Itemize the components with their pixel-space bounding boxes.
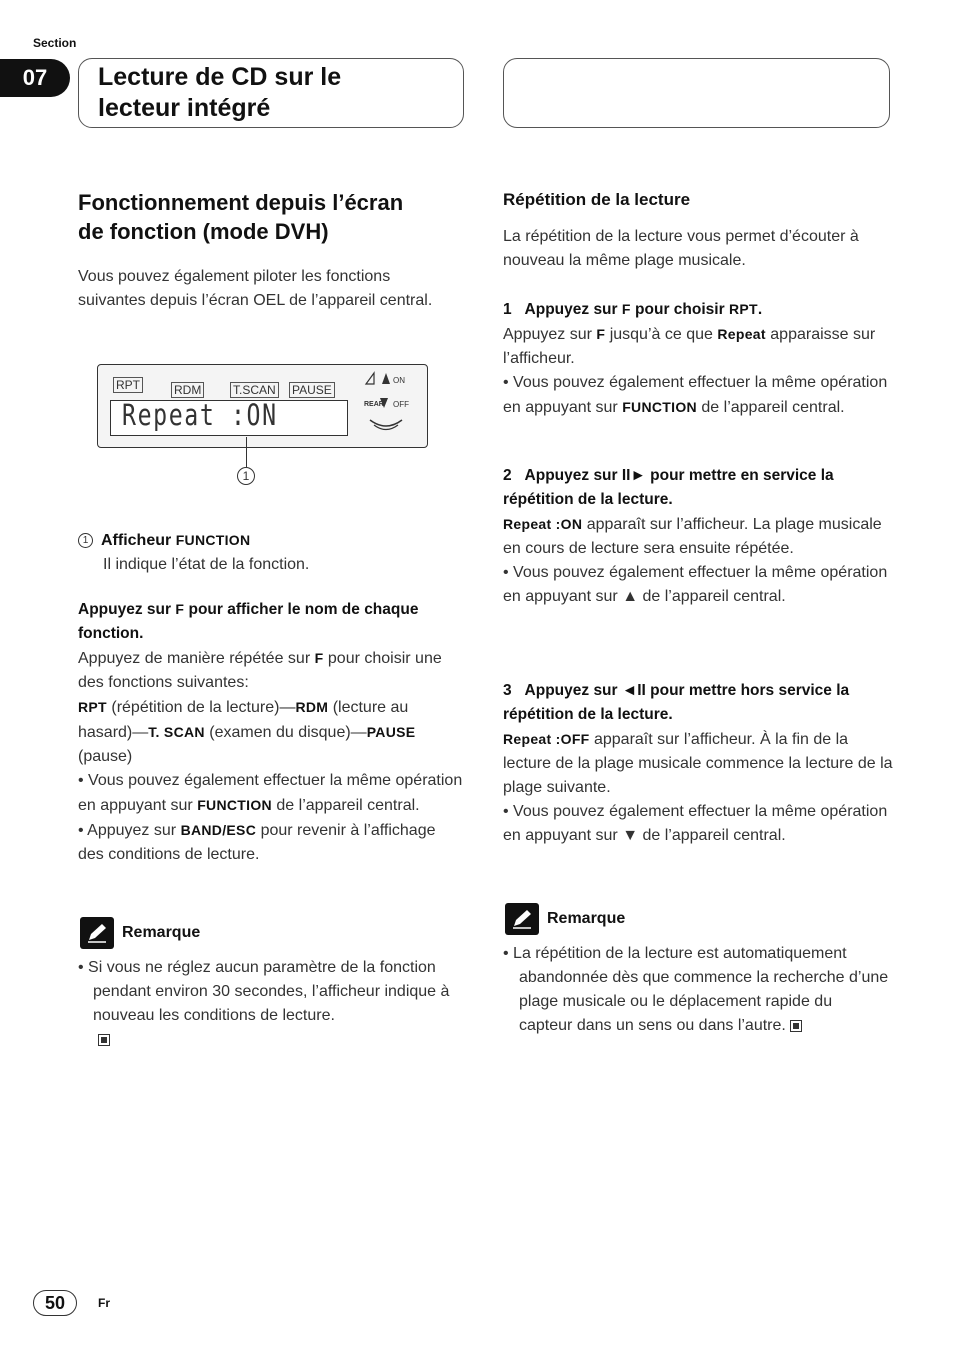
step-1-number: 1	[503, 301, 512, 318]
display-rear-label: REAR	[364, 401, 384, 408]
right-intro	[503, 225, 883, 273]
down-arrow-icon: ▼	[622, 827, 639, 844]
display-main-text: Repeat :ON	[122, 398, 278, 432]
end-mark-icon	[98, 1034, 110, 1046]
display-tag-rdm: RDM	[171, 381, 204, 399]
play-pause-icon: II►	[621, 467, 646, 484]
up-arrow-icon: ▲	[622, 588, 639, 605]
callout-desc: Il indique l’état de la fonction.	[103, 556, 310, 573]
display-on-label: ON	[393, 376, 405, 385]
right-heading	[503, 190, 893, 210]
right-heading-text: Répétition de la lecture	[503, 190, 691, 209]
right-intro-text: La répétition de la lecture vous permet d’écouter à nouveau la même plage musicale.	[503, 228, 859, 269]
left-bullet-1: • Vous pouvez également effectuer la même opération en appuyant sur FUNCTION de l’appareil central.	[78, 772, 463, 814]
left-heading-line1: Fonctionnement depuis l’écran	[78, 190, 404, 215]
page-title-line2: lecteur intégré	[98, 94, 271, 122]
step-2-number: 2	[503, 467, 512, 484]
title-box-empty	[503, 58, 890, 128]
right-note-header	[505, 903, 625, 935]
right-note-label: Remarque	[547, 910, 626, 927]
left-intro-text: Vous pouvez également piloter les fonctions suivantes depuis l’écran OEL de l’appareil central.	[78, 268, 433, 309]
step-1: 1 Appuyez sur F pour choisir RPT. Appuyez sur F jusqu’à ce que Repeat apparaisse sur l’afficheur. • Vous pouvez également effectuer la même opération en appuyant sur FUNCTION de l’appareil central.	[503, 301, 888, 416]
reverse-pause-icon: ◄II	[621, 682, 646, 699]
right-note-text: La répétition de la lecture est automatiquement abandonnée dès que commence la recherche d’une plage musicale ou le déplacement rapide du capteur dans un sens ou dans l’autre.	[513, 945, 889, 1034]
display-tag-rpt: RPT	[113, 376, 143, 394]
step-3: 3 Appuyez sur ◄II pour mettre hors service la répétition de la lecture. Repeat :OFF apparaît sur l’afficheur. À la fin de la lecture de la plage musicale commence la lecture de la plage suivante. • Vous pouvez également effectuer la même opération en appuyant sur ▼ de l’appareil central.	[503, 682, 893, 844]
callout-marker: 1	[237, 467, 255, 485]
left-note-label: Remarque	[122, 924, 201, 941]
right-note-body: • La répétition de la lecture est automatiquement abandonnée dès que commence la recherche d’une plage musicale ou le déplacement rapide du capteur dans un sens ou dans l’autre.	[503, 945, 889, 1034]
left-intro	[78, 265, 456, 313]
section-label: Section	[33, 36, 77, 50]
left-heading	[78, 188, 466, 246]
page-number: 50	[33, 1290, 77, 1316]
callout-description	[78, 528, 466, 577]
display-tag-tscan: T.SCAN	[230, 381, 279, 399]
page-title	[98, 62, 438, 124]
left-note-body: • Si vous ne réglez aucun paramètre de la fonction pendant environ 30 secondes, l’afficheur indique à nouveau les conditions de lecture.	[78, 956, 466, 1052]
end-mark-icon	[790, 1020, 802, 1032]
callout-line	[246, 437, 247, 467]
page-title-line1: Lecture de CD sur le	[98, 63, 342, 91]
left-bullet-2: • Appuyez sur BAND/ESC pour revenir à l’affichage des conditions de lecture.	[78, 822, 436, 863]
function-list: RPT (répétition de la lecture)—RDM (lecture au hasard)—T. SCAN (examen du disque)—PAUSE (pause)	[78, 699, 416, 765]
note-pencil-icon	[505, 903, 539, 935]
display-off-label: OFF	[393, 400, 409, 409]
section-number: 07	[0, 59, 70, 97]
step-2: 2 Appuyez sur II► pour mettre en service la répétition de la lecture. Repeat :ON apparaît sur l’afficheur. La plage musicale en cours de lecture sera ensuite répétée. • Vous pouvez également effectuer la même opération en appuyant sur ▲ de l’appareil central.	[503, 467, 888, 605]
language-label: Fr	[98, 1296, 110, 1310]
left-note-header	[80, 917, 200, 949]
left-instructions: Appuyez sur F pour afficher le nom de chaque fonction. Appuyez de manière répétée sur F pour choisir une des fonctions suivantes: RPT (répétition de la lecture)—RDM (lecture au hasard)—T. SCAN (examen du disque)—PAUSE (pause) • Vous pouvez également effectuer la même opération en appuyant sur FUNCTION de l’appareil central. • Appuyez sur BAND/ESC pour revenir à l’affichage des conditions de lecture.	[78, 597, 464, 867]
left-heading-line2: de fonction (mode DVH)	[78, 219, 329, 244]
callout-title: Afficheur	[101, 532, 172, 549]
note-pencil-icon	[80, 917, 114, 949]
callout-title-key: FUNCTION	[175, 532, 251, 548]
left-note-text: Si vous ne réglez aucun paramètre de la fonction pendant environ 30 secondes, l’afficheur indique à nouveau les conditions de lecture.	[88, 959, 450, 1024]
display-tag-pause: PAUSE	[289, 381, 335, 399]
step-3-number: 3	[503, 682, 512, 699]
callout-number: 1	[78, 533, 93, 548]
